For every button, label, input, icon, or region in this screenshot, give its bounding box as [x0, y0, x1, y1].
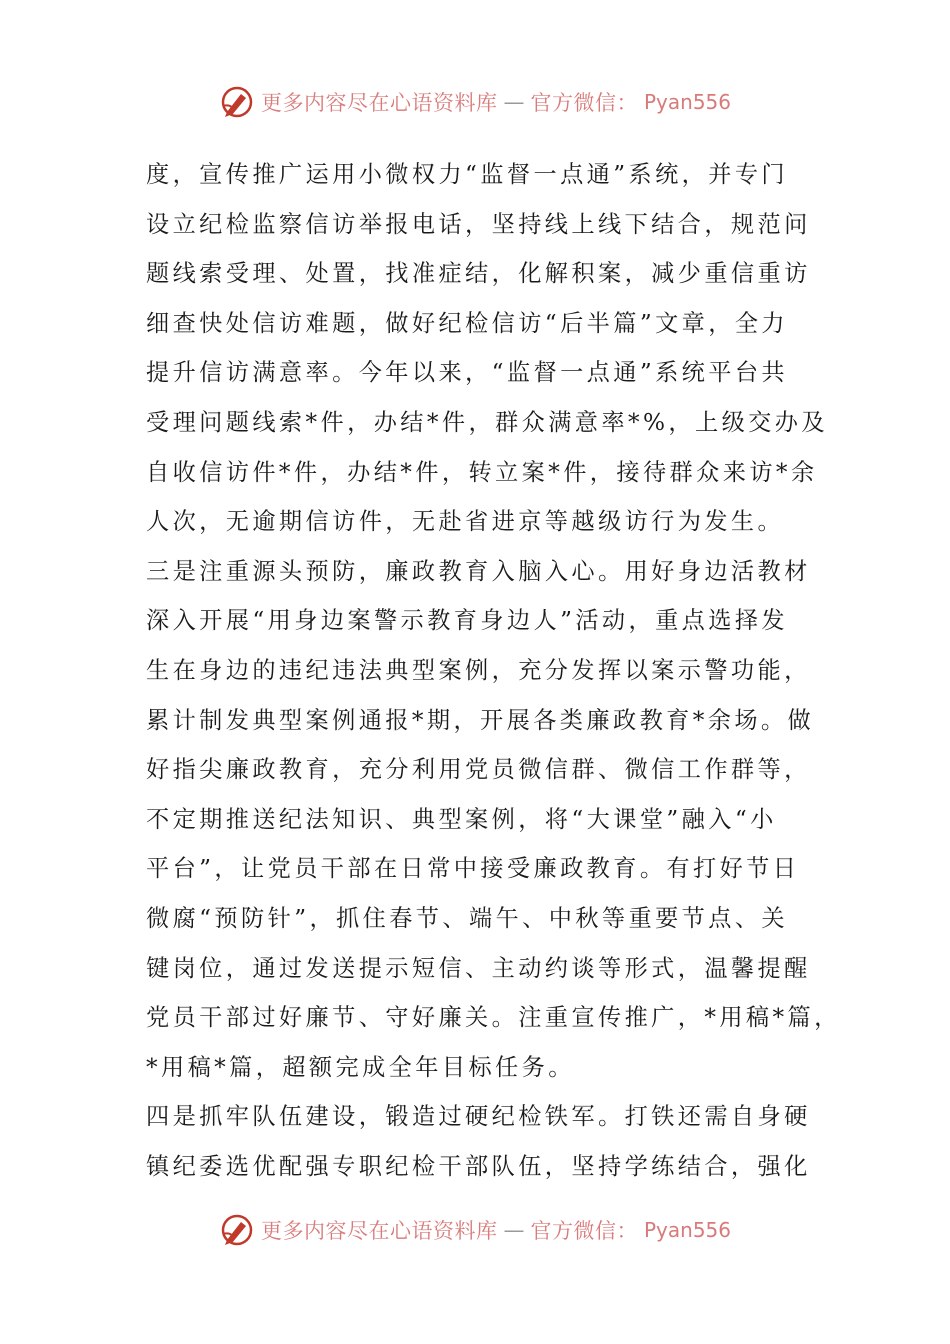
banner-separator: —	[503, 90, 525, 114]
banner-wechat-label: 官方微信：	[530, 91, 638, 115]
document-body	[146, 150, 841, 1191]
banner-wechat-id: Pyan556	[643, 1218, 731, 1242]
text-line: 深入开展“用身边案警示教育身边人”活动，重点选择发	[146, 607, 789, 635]
footer-banner	[0, 1210, 950, 1250]
text-line: 好指尖廉政教育，充分利用党员微信群、微信工作群等，	[146, 756, 811, 784]
text-line: 生在身边的违纪违法典型案例，充分发挥以案示警功能，	[146, 656, 811, 684]
banner-title: 更多内容尽在心语资料库	[260, 1219, 498, 1243]
text-line: 题线索受理、处置，找准症结，化解积案，减少重信重访	[146, 260, 811, 288]
text-line: 三是注重源头预防，廉政教育入脑入心。用好身边活教材	[146, 557, 811, 585]
banner-wechat-id: Pyan556	[643, 90, 731, 114]
banner-wechat-label: 官方微信：	[530, 1219, 638, 1243]
text-line: 平台”，让党员干部在日常中接受廉政教育。有打好节日	[146, 855, 800, 883]
text-line: 设立纪检监察信访举报电话，坚持线上线下结合，规范问	[146, 210, 811, 238]
text-line: 受理问题线索*件，办结*件，群众满意率*%，上级交办及	[146, 408, 828, 436]
text-line: *用稿*篇，超额完成全年目标任务。	[146, 1053, 575, 1081]
text-line: 党员干部过好廉节、守好廉关。注重宣传推广，*用稿*篇，	[146, 1004, 841, 1032]
banner-title: 更多内容尽在心语资料库	[260, 91, 498, 115]
text-line: 提升信访满意率。今年以来，“监督一点通”系统平台共	[146, 359, 789, 387]
pen-logo-icon	[219, 1212, 255, 1248]
text-line: 键岗位，通过发送提示短信、主动约谈等形式，温馨提醒	[146, 954, 811, 982]
text-line: 累计制发典型案例通报*期，开展各类廉政教育*余场。做	[146, 706, 815, 734]
banner-separator: —	[503, 1218, 525, 1242]
header-banner	[0, 82, 950, 122]
text-line: 人次，无逾期信访件，无赴省进京等越级访行为发生。	[146, 508, 785, 536]
text-line: 微腐“预防针”，抓住春节、端午、中秋等重要节点、关	[146, 904, 789, 932]
pen-logo-icon	[219, 84, 255, 120]
text-line: 自收信访件*件，办结*件，转立案*件，接待群众来访*余	[146, 458, 818, 486]
text-line: 度，宣传推广运用小微权力“监督一点通”系统，并专门	[146, 161, 789, 188]
text-line: 细查快处信访难题，做好纪检信访“后半篇”文章，全力	[146, 309, 789, 337]
text-line: 镇纪委选优配强专职纪检干部队伍，坚持学练结合，强化	[146, 1152, 811, 1180]
text-line: 不定期推送纪法知识、典型案例，将“大课堂”融入“小	[146, 805, 777, 833]
text-line: 四是抓牢队伍建设，锻造过硬纪检铁军。打铁还需自身硬	[146, 1103, 811, 1131]
